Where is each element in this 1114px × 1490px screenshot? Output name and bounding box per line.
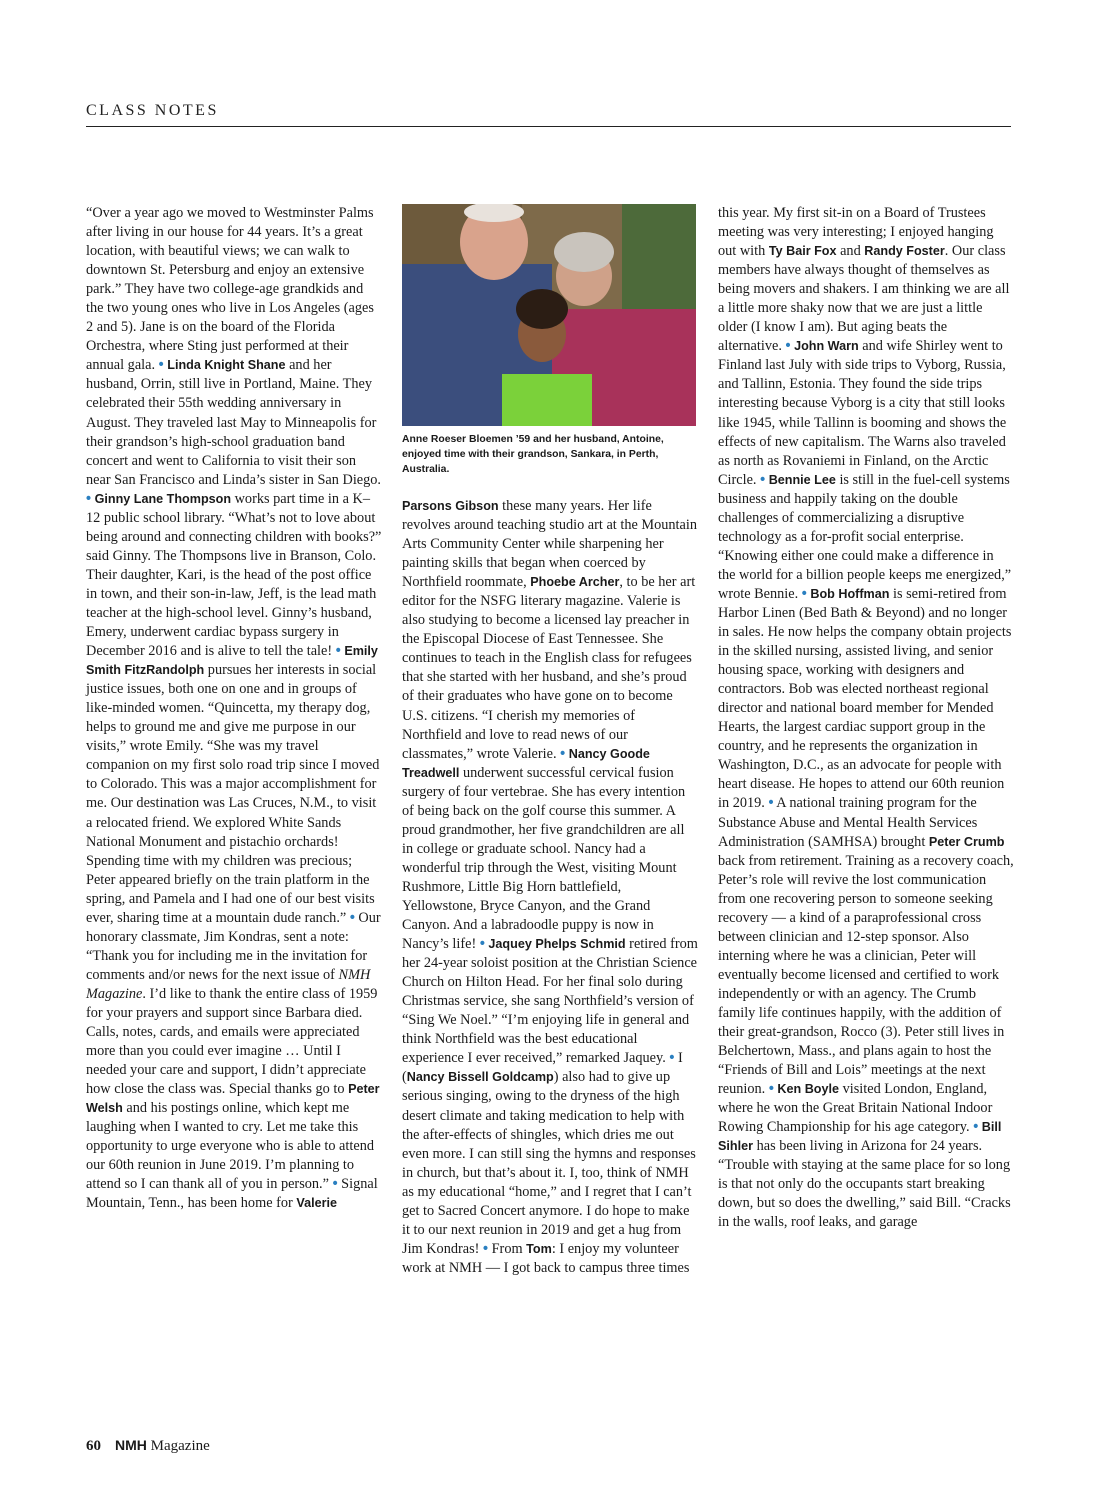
classmate-name: Parsons Gibson: [402, 499, 499, 513]
classmate-name: Ginny Lane Thompson: [94, 491, 232, 506]
text-column-2: [402, 204, 698, 1278]
classmate-name: Nancy Bissell Goldcamp: [406, 1070, 554, 1085]
classmate-name: Peter Welsh: [86, 1082, 380, 1116]
classmate-name: Valerie: [296, 1196, 337, 1211]
classmate-name: Linda Knight Shane: [167, 358, 286, 373]
magazine-name: NMH: [115, 1437, 147, 1453]
page-number: 60: [86, 1438, 101, 1454]
classmate-name: Bill Sihler: [718, 1120, 1002, 1154]
column-text: Parsons Gibson these many years. Her life revolves around teaching studio art at the Mountain Arts Community Center while sharpening her painting skills that began when coerced by Northfield roommate, Phoebe Archer, to be her art editor for the NSFG literary magazine. Valerie is also studying to become a licensed lay preacher in the Episcopal Diocese of East Tennessee. She continues to teach in the English class for refugees that she started with her husband, and she’s proud of their graduates who have gone on to become U.S. citizens. “I cherish my memories of Northfield and love to read news of our classmates,” wrote Valerie. • Nancy Goode Treadwell underwent successful cervical fusion surgery of four vertebrae. She has every intention of being back on the golf course this summer. A proud grandmother, her five grandchildren are all in college or graduate school. Nancy had a wonderful trip through the West, visiting Mount Rushmore, Little Big Horn battlefield, Yellowstone, Bryce Canyon, and the Grand Canyon. And a labradoodle puppy is now in Nancy’s life! • Jaquey Phelps Schmid retired from her 24-year soloist position at the Christian Science Church on Hilton Head. For her final solo during Christmas service, she sang Northfield’s version of “Sing We Noel.” “I’m enjoying life in general and think Northfield was the best educational experience I ever received,” remarked Jaquey. • I (Nancy Bissell Goldcamp) also had to give up serious singing, owing to the dryness of the high desert climate and taking medication to help with the after-effects of shingles, which dries me out even more. I can still sing the hymns and responses in church, but that’s about it. I, too, think of NMH as my educational “home,” and I regret that I can’t get to Sacred Concert anymore. I do hope to make it to our next reunion in 2019 and get a hug from Jim Kondras! • From Tom: I enjoy my volunteer work at NMH — I got back to campus three times: [402, 498, 698, 1276]
page-footer: [86, 1437, 210, 1455]
classmate-name: Emily Smith FitzRandolph: [86, 644, 378, 678]
classmate-name: Bennie Lee: [768, 472, 836, 487]
classmate-name: Peter Crumb: [928, 834, 1005, 849]
classmate-name: Tom: [526, 1241, 552, 1256]
magazine-name-rest: Magazine: [150, 1438, 210, 1454]
column-text: “Over a year ago we moved to Westminster Palms after living in our house for 44 years. It’s a great location, with beautiful views; we can walk to downtown St. Petersburg and enjoy an extensive park.” They have two college-age grandkids and the two young ones who live in Los Angeles (ages 2 and 5). Jane is on the board of the Florida Orchestra, where Sting just performed at their annual gala. • Linda Knight Shane and her husband, Orrin, still live in Portland, Maine. They celebrated their 55th wedding anniversary in August. They traveled last May to Minneapolis for their grandson’s high-school graduation band concert and went to California to visit their son near San Francisco and Linda’s sister in San Diego. • Ginny Lane Thompson works part time in a K–12 public school library. “What’s not to love about being around and connecting children with books?” said Ginny. The Thompsons live in Branson, Colo. Their daughter, Kari, is the head of the post office in town, and their son-in-law, Jeff, is the lead math teacher at the high-school level. Ginny’s husband, Emery, underwent cardiac bypass surgery in December 2016 and is alive to tell the tale! • Emily Smith FitzRandolph pursues her interests in social justice issues, both one on one and in groups of like-minded women. “Quincetta, my therapy dog, helps to ground me and give me purpose in our visits,” wrote Emily. “She was my travel companion on my first solo road trip since I moved to Colorado. This was a major accomplishment for me. Our destination was Las Cruces, N.M., to visit a relocated friend. We explored White Sands National Monument and pistachio orchards! Spending time with my children was precious; Peter appeared briefly on the train platform in the spring, and Pamela and I had one of our best visits ever, sharing time at a mountain dude ranch.” • Our honorary classmate, Jim Kondras, sent a note: “Thank you for including me in the invitation for comments and/or news for the next issue of NMH Magazine. I’d like to thank the entire class of 1959 for your prayers and support since Barbara died. Calls, notes, cards, and emails were appreciated more than you could ever imagine … Until I needed your care and support, I didn’t appreciate how close the class was. Special thanks go to Peter Welsh and his postings online, which kept me laughing when I wanted to cry. Let me take this opportunity to urge everyone who is able to attend our 60th reunion in June 2019. I’m planning to attend so I can thank all of you in person.” • Signal Mountain, Tenn., has been home for Valerie: [86, 205, 382, 1212]
classmate-name: Jaquey Phelps Schmid: [488, 937, 626, 952]
classmate-name: Phoebe Archer: [530, 575, 620, 590]
family-photo: [402, 204, 696, 426]
column-text: this year. My first sit-in on a Board of Trustees meeting was very interesting; I enjoyed hanging out with Ty Bair Fox and Randy Foster. Our class members have always thought of themselves as being movers and shakers. I am thinking we are all a little more shaky now that we are just a little older (I know I am). But aging beats the alternative. • John Warn and wife Shirley went to Finland last July with side trips to Vyborg, Russia, and Tallinn, Estonia. They found the side trips interesting because Vyborg is a city that still looks like 1945, while Tallinn is booming and shows the effects of new capitalism. The Warns also traveled as north as Rovaniemi in Finland, on the Arctic Circle. • Bennie Lee is still in the fuel-cell systems business and happily taking on the double challenges of commercializing a disruptive technology as a for-profit social enterprise. “Knowing either one could make a difference in the world for a billion people keeps me energized,” wrote Bennie. • Bob Hoffman is semi-retired from Harbor Linen (Bed Bath & Beyond) and no longer in sales. He now helps the company obtain projects in the skilled nursing, assisted living, and senior housing space, working with designers and contractors. Bob was elected northeast regional director and national board member for Mended Hearts, the largest cardiac support group in the country, and he represents the organization in Washington, D.C., as an advocate for people with heart disease. He hopes to attend our 60th reunion in 2019. • A national training program for the Substance Abuse and Mental Health Services Administration (SAMHSA) brought Peter Crumb back from retirement. Training as a recovery coach, Peter’s role will revive the lost communication from one recovering person to someone seeking recovery — a kind of a paraprofessional cross between clinician and 12-step sponsor. Also interning where he was a clinician, Peter will eventually become licensed and certified to work independently or with an agency. The Crumb family life continues happily, with the addition of their great-grandson, Rocco (3). Peter still lives in Belchertown, Mass., and plans again to host the “Friends of Bill and Lois” meetings at the next reunion. • Ken Boyle visited London, England, where he won the Great Britain National Indoor Rowing Championship for his age category. • Bill Sihler has been living in Arizona for 24 years. “Trouble with staying at the same place for so long is that not only do the occupants start breaking down, but so does the dwelling,” said Bill. “Cracks in the walls, roof leaks, and garage: [718, 205, 1014, 1231]
classmate-name: Ty Bair Fox: [768, 244, 837, 259]
classmate-name: Bob Hoffman: [810, 586, 890, 601]
text-column-3: [718, 204, 1014, 1233]
section-header: CLASS NOTES: [86, 102, 219, 119]
classmate-name: John Warn: [794, 339, 859, 354]
header-rule: [86, 126, 1011, 127]
classmate-name: Randy Foster: [864, 244, 945, 259]
classmate-name: Ken Boyle: [777, 1082, 840, 1097]
classmate-name: Nancy Goode Treadwell: [402, 746, 650, 780]
photo-caption: Anne Roeser Bloemen ’59 and her husband, Antoine, enjoyed time with their grandson, Sankara, in Perth, Australia.: [402, 434, 664, 475]
text-column-1: [86, 204, 382, 1213]
